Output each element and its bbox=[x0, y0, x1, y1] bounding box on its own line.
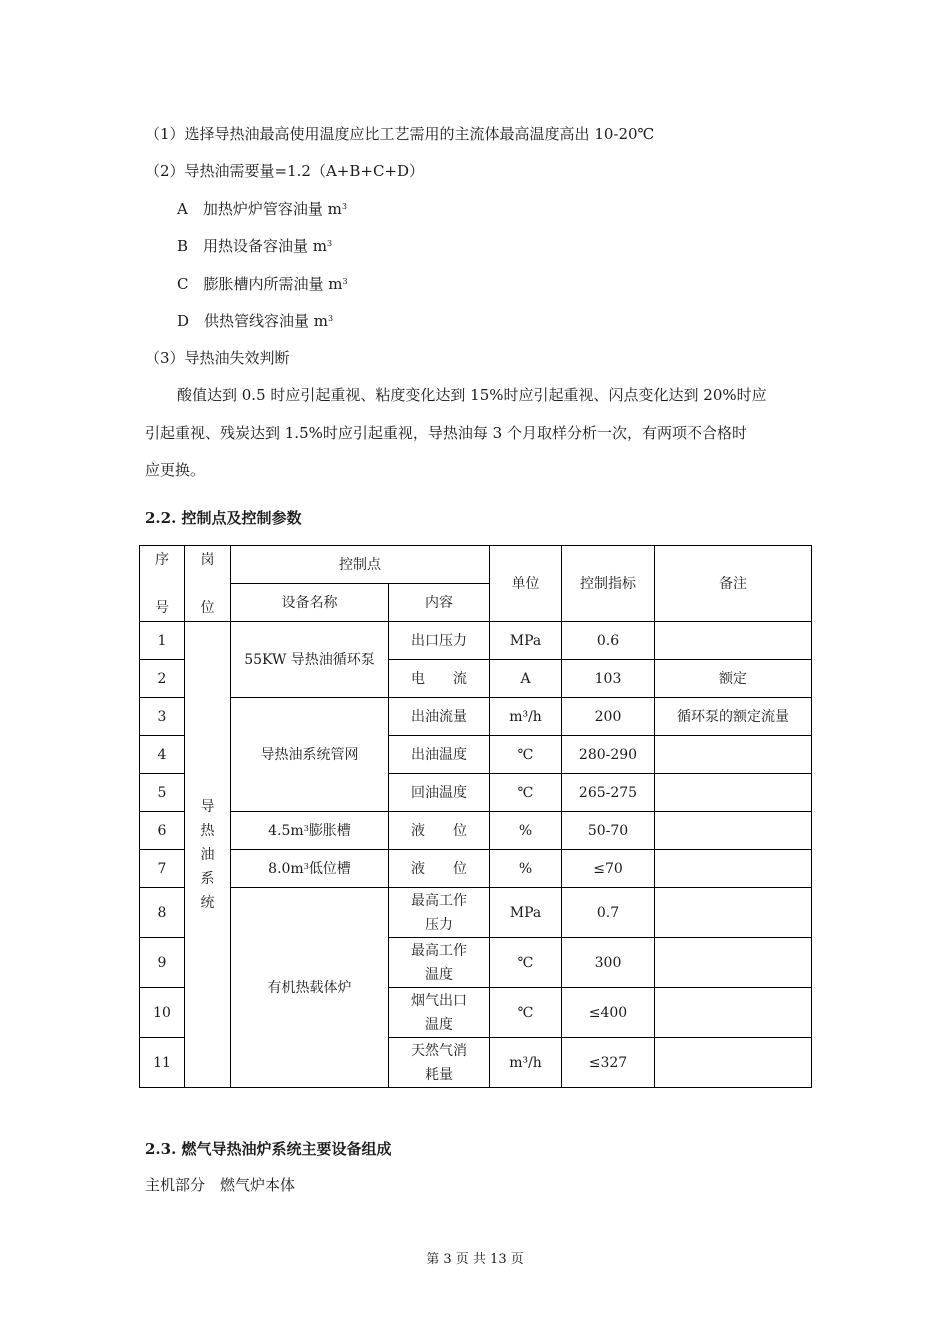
header-device-name: 设备名称 bbox=[231, 584, 389, 622]
body-line-3: 应更换。 bbox=[145, 461, 206, 479]
section-heading-2-2: 2.2. 控制点及控制参数 bbox=[145, 509, 302, 527]
table-row: 11 天然气消 耗量 m³/h ≤327 bbox=[140, 1038, 812, 1088]
table-row: 4 出油温度 ℃ 280-290 bbox=[140, 736, 812, 774]
table-row: 2 电 流 A 103 额定 bbox=[140, 660, 812, 698]
table-row: 9 最高工作 温度 ℃ 300 bbox=[140, 938, 812, 988]
header-seq: 序 号 bbox=[140, 546, 185, 622]
device-low-tank: $8.0m^3$低位槽 bbox=[231, 850, 389, 888]
body-line-2: 引起重视、残炭达到 1.5%时应引起重视，导热油每 3 个月取样分析一次，有两项不合格时 bbox=[145, 424, 747, 442]
header-control-point: 控制点 bbox=[231, 546, 490, 584]
header-note: 备注 bbox=[655, 546, 812, 622]
header-control-index: 控制指标 bbox=[562, 546, 655, 622]
table-row: 1 导 热 油 系 统 55KW 导热油循环泵 出口压力 MPa 0.6 bbox=[140, 622, 812, 660]
table-row: 8 有机热载体炉 最高工作 压力 MPa 0.7 bbox=[140, 888, 812, 938]
device-pump: 55KW 导热油循环泵 bbox=[231, 622, 389, 698]
paragraph-1: （1）选择导热油最高使用温度应比工艺需用的主流体最高温度高出 10-20℃ bbox=[145, 125, 655, 143]
table-row: 6 $4.5m^3$膨胀槽 液 位 % 50-70 bbox=[140, 812, 812, 850]
table-row: 3 导热油系统管网 出油流量 m³/h 200 循环泵的额定流量 bbox=[140, 698, 812, 736]
page-footer: 第 3 页 共 13 页 bbox=[426, 1252, 524, 1267]
table-row: 10 烟气出口 温度 ℃ ≤400 bbox=[140, 988, 812, 1038]
table-row: 7 $8.0m^3$低位槽 液 位 % ≤70 bbox=[140, 850, 812, 888]
section-heading-2-3: 2.3. 燃气导热油炉系统主要设备组成 bbox=[145, 1140, 392, 1158]
main-unit-line: 主机部分 燃气炉本体 bbox=[145, 1176, 296, 1194]
post-cell: 导 热 油 系 统 bbox=[185, 622, 231, 1088]
item-d: D 供热管线容油量 $m^3$ bbox=[177, 312, 334, 330]
device-pipe-network: 导热油系统管网 bbox=[231, 698, 389, 812]
control-table bbox=[139, 545, 812, 1088]
item-b: B 用热设备容油量 $m^3$ bbox=[177, 237, 333, 255]
header-unit: 单位 bbox=[490, 546, 562, 622]
device-boiler: 有机热载体炉 bbox=[231, 888, 389, 1088]
item-a: A 加热炉炉管容油量 $m^3$ bbox=[177, 200, 347, 218]
table-row: 5 回油温度 ℃ 265-275 bbox=[140, 774, 812, 812]
paragraph-3: （3）导热油失效判断 bbox=[145, 349, 290, 367]
device-expansion-tank: $4.5m^3$膨胀槽 bbox=[231, 812, 389, 850]
item-c: C 膨胀槽内所需油量 $m^3$ bbox=[177, 275, 348, 293]
paragraph-2: （2）导热油需要量=1.2（A+B+C+D） bbox=[145, 162, 425, 180]
header-post: 岗 位 bbox=[185, 546, 231, 622]
body-line-1: 酸值达到 0.5 时应引起重视、粘度变化达到 15%时应引起重视、闪点变化达到 20%时应 bbox=[177, 386, 767, 404]
header-content: 内容 bbox=[389, 584, 490, 622]
